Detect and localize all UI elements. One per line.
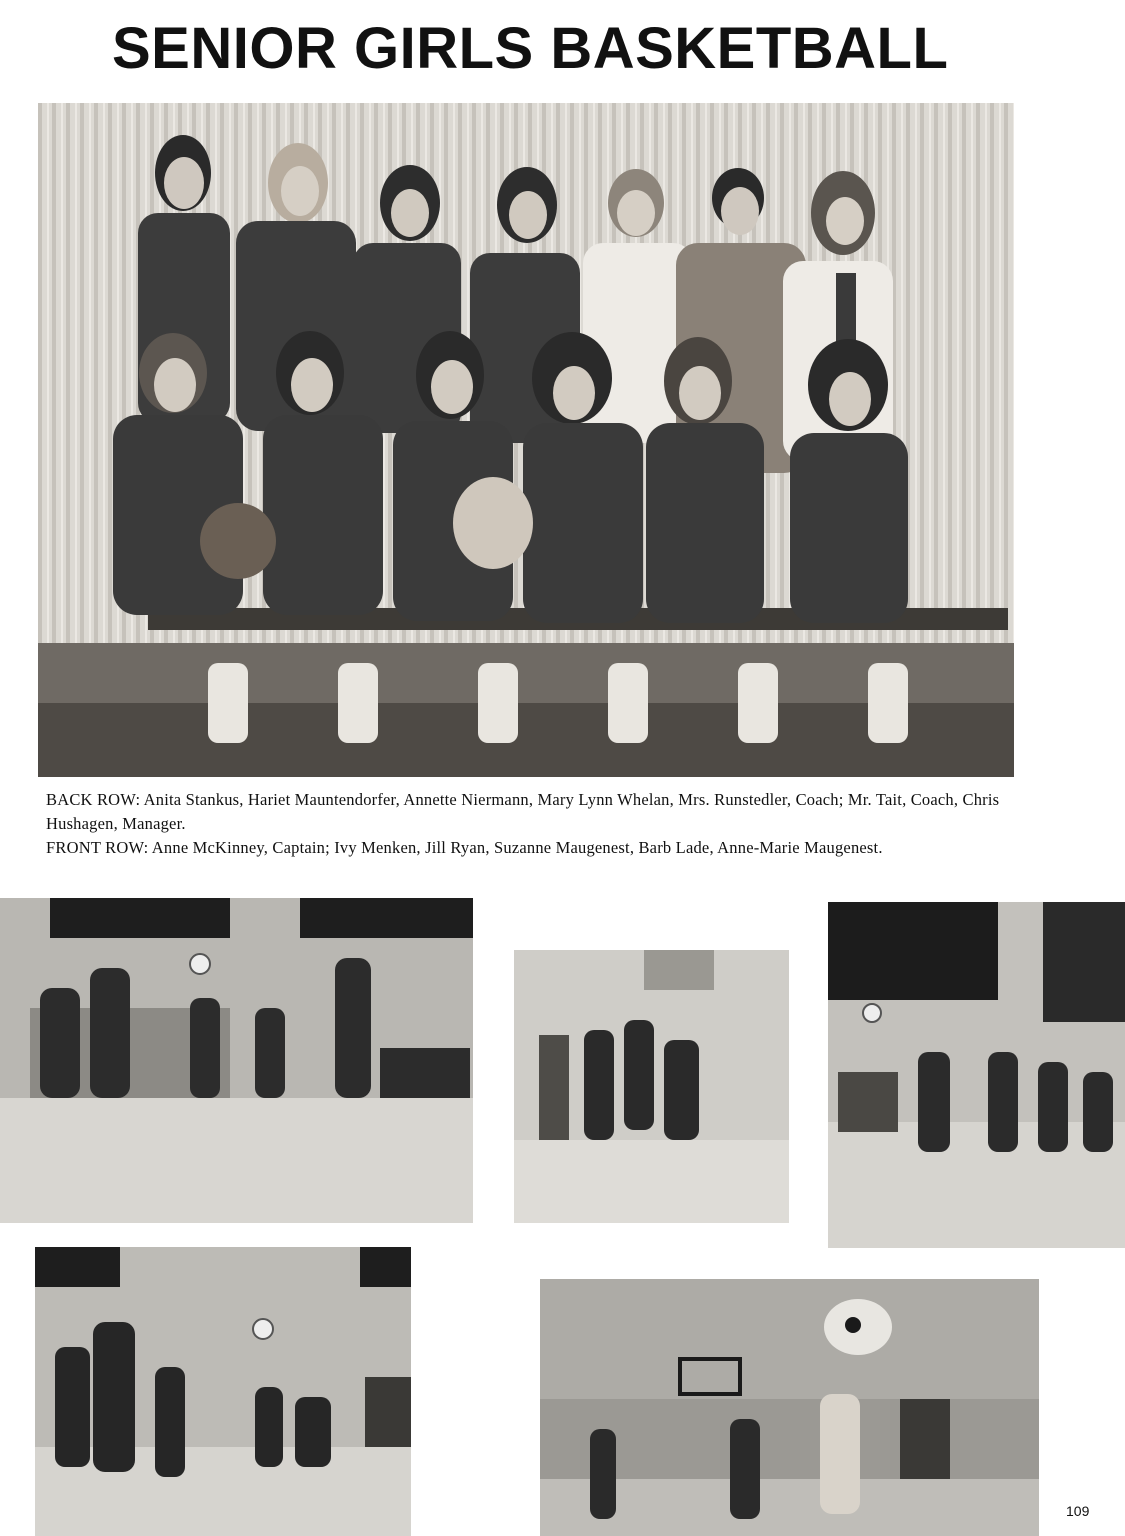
- game-photo-4: [35, 1247, 411, 1536]
- team-caption: [46, 788, 1011, 860]
- front-row-caption: FRONT ROW: Anne McKinney, Captain; Ivy Menken, Jill Ryan, Suzanne Maugenest, Barb Lade, Anne-Marie Maugenest.: [46, 838, 883, 857]
- game-photo-3: [828, 902, 1125, 1248]
- game-photo-5: [540, 1279, 1039, 1536]
- game-photo-2: [514, 950, 789, 1223]
- page-number: 109: [1066, 1503, 1090, 1519]
- back-row-caption: BACK ROW: Anita Stankus, Hariet Mauntendorfer, Annette Niermann, Mary Lynn Whelan, Mrs. Runstedler, Coach; Mr. Tait, Coach, Chris Hushagen, Manager.: [46, 790, 1000, 833]
- team-photo: [38, 103, 1014, 777]
- game-photo-1: [0, 898, 473, 1223]
- page-title: SENIOR GIRLS BASKETBALL: [112, 16, 949, 81]
